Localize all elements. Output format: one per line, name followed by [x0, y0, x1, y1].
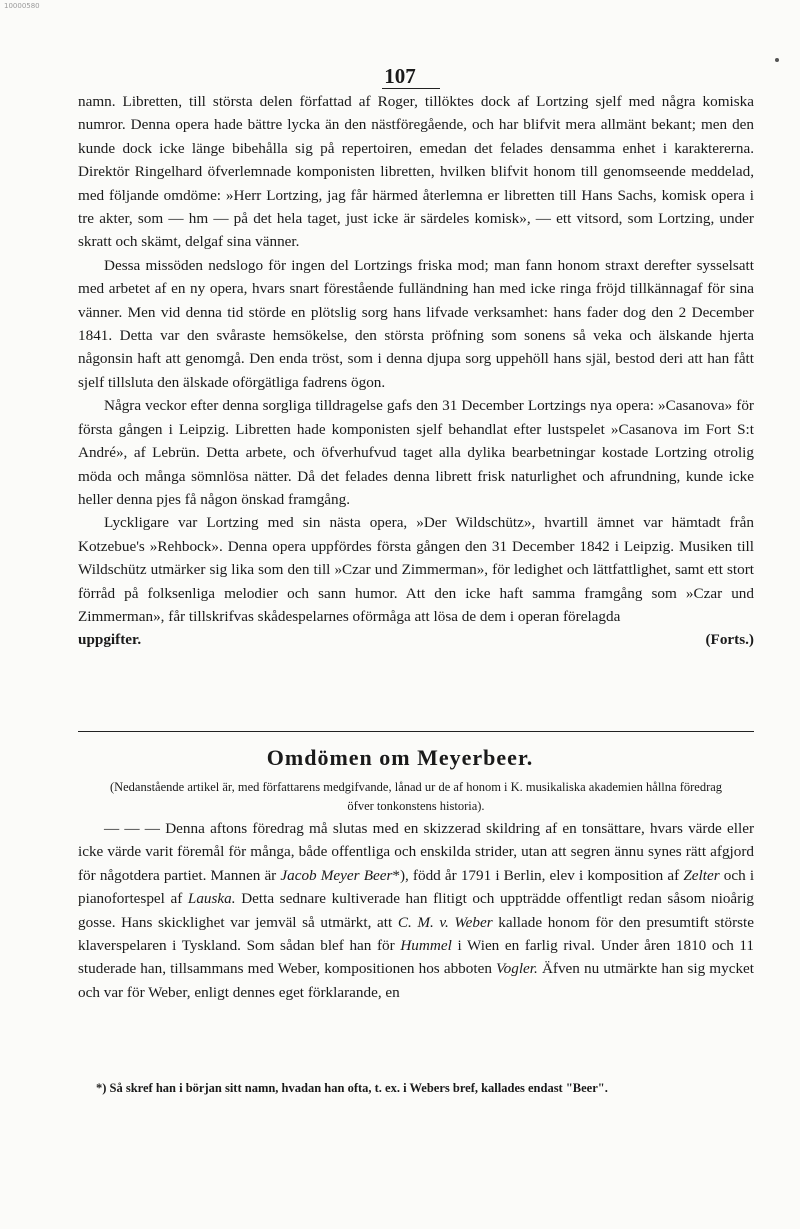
- text-run: — — — Denna aftons föredrag må slutas med en skizzerad skildring af en tonsättare, hvars värde eller icke värde varit föremål för många, både offentliga och enskilda strider, utan att segren ännu synes rätt afgjord för någotdera partiet. Mannen är: [78, 820, 754, 884]
- paragraph: Lyckligare var Lortzing med sin nästa opera, »Der Wildschütz», hvartill ämnet var hämtadt från Kotzebue's »Rehbock». Denna opera uppfördes första gången den 31 December 1842 i Leipzig. Musiken till Wildschütz utmärker sig lika som den till »Czar und Zimmerman», för ledighet och lättfattlighet, samt ett stort förråd på folksenliga melodier och sann humor. Att den icke haft samma framgång som »Czar und Zimmerman», får tillskrifvas skådespelarnes oförmåga att lösa de dem i operan förelagda: [78, 514, 754, 625]
- paragraph-last-line: uppgifter.: [78, 631, 142, 649]
- paragraph: namn. Libretten, till största delen författad af Roger, tillöktes dock af Lortzing sjelf med några komiska numror. Denna opera hade bättre lycka än den nästföregående, och har blifvit mera allmänt bekant; men den kunde dock icke länge bibehålla sig på repertoiren, emedan det felades densamma enhet i karaktererna. Direktör Ringelhard öfverlemnade komponisten libretten, hvilken blifvit honom till genomseende meddelad, med följande omdöme: »Herr Lortzing, jag får härmed återlemna er libretten till Hans Sachs, komisk opera i tre akter, som — hm — på det hela taget, just icke är särdeles komisk», — ett vitsord, som Lortzing, under skratt och skämt, delgaf sina vänner.: [78, 93, 754, 251]
- footnote: *) Så skref han i början sitt namn, hvadan han ofta, t. ex. i Webers bref, kallades endast "Beer".: [96, 1081, 608, 1095]
- article-end-row: [78, 628, 754, 651]
- editorial-note: (Nedanstående artikel är, med författarens medgifvande, lånad ur de af honom i K. musikaliska akademien hållna föredrag öfver tonkonstens historia).: [109, 780, 723, 813]
- text-run: *), född år 1791 i Berlin, elev i komposition af: [392, 866, 680, 884]
- text-run: och i pianofortespel af: [78, 866, 755, 908]
- paragraph: [78, 817, 754, 1004]
- person-name: Lauska.: [187, 890, 236, 908]
- person-name: Vogler.: [496, 960, 538, 978]
- scan-id: 10000580: [4, 2, 40, 10]
- page-number: 107: [384, 64, 416, 88]
- text-run: Äfven nu utmärkte han sig mycket och var för Weber, enligt dennes eget förklarande, en: [78, 960, 755, 1001]
- person-name: Hummel: [400, 937, 452, 955]
- text-run: kallade honom för den presumtift störste klaverspelaren i Tyskland. Som sådan blef han för: [78, 913, 755, 955]
- person-name: C. M. v. Weber: [397, 913, 493, 931]
- paragraph: Dessa missöden nedslogo för ingen del Lortzings friska mod; man fann honom straxt derefter sysselsatt med arbetet af en ny opera, hvars snart förestående fulländning han med icke ringa fröjd tillkännagaf för sina vänner. Men vid denna tid störde en plötslig sorg hans lifvade verksamhet: hans fader dog den 2 December 1841. Detta var den svåraste hemsökelse, den största pröfning som sonens så veka och älskande hjerta någonsin haft att genomgå. Den enda tröst, som i denna djupa sorg uppehöll hans själ, bestod deri att han fått sjelf tillsluta den älskade oförgätliga fadrens ögon.: [78, 256, 754, 391]
- scan-smudge: [775, 58, 779, 62]
- article-title: Omdömen om Meyerbeer.: [266, 745, 534, 770]
- page-number-rule: [382, 88, 440, 89]
- text-run: Detta sednare kultiverade han flitigt och uppträdde offentligt redan såsom nioårig gosse. Hans skicklighet var jemväl så utmärkt, att: [78, 890, 755, 931]
- paragraph: Några veckor efter denna sorgliga tilldragelse gafs den 31 December Lortzings nya opera: »Casanova» för första gången i Leipzig. Libretten hade komponisten sjelf behandlat efter lustspelet »Casanova im Fort S:t André», af Lebrün. Detta arbete, och öfverhufvud taget alla dylika bearbetningar kostade Lortzing otrolig möda och många sömnlösa nätter. Då det felades denna librett frisk naturlighet och afrundning, kunde icke heller denna pjes få någon önskad framgång.: [78, 397, 754, 508]
- continued-marker: (Forts.): [705, 631, 754, 649]
- person-name: Zelter: [683, 866, 720, 884]
- person-name: Jacob Meyer Beer: [280, 866, 393, 884]
- text-run: i Wien en farlig rival. Under åren 1810 och 11 studerade han, tillsammans med Weber, kompositionen hos abboten: [78, 937, 755, 978]
- article-lortzing-continued: [78, 90, 754, 652]
- article-separator: [78, 731, 754, 732]
- article-meyerbeer: [78, 817, 754, 1004]
